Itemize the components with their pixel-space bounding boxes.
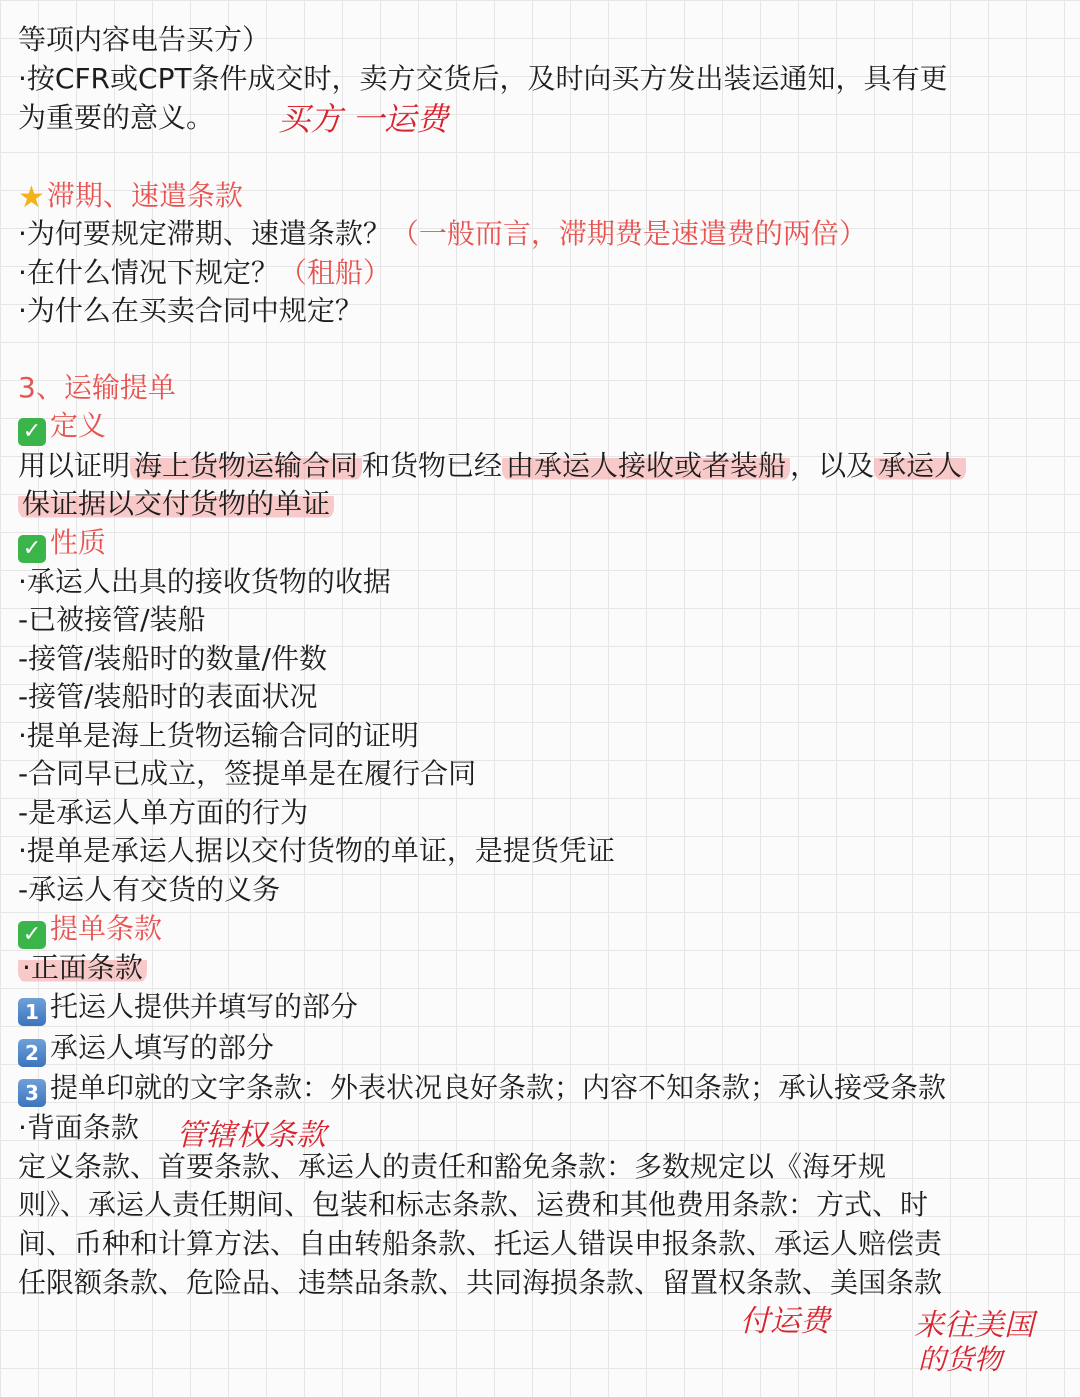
item-text: 承运人填写的部分 (50, 1031, 275, 1064)
keycap-two-icon: 2 (18, 1039, 46, 1067)
handwritten-note: 买方 一运费 (278, 100, 449, 138)
text-line (18, 214, 867, 254)
heading-label: 定义 (50, 409, 107, 442)
text-line (18, 253, 391, 293)
keycap-three-icon: 3 (18, 1079, 46, 1107)
highlighted-text: 保证据以交付货物的单证 (18, 487, 334, 520)
text-line (18, 948, 147, 988)
highlighted-text: 海上货物运输合同 (130, 449, 362, 482)
text-line: -合同早已成立，签提单是在履行合同 (18, 757, 477, 790)
item-text: 托运人提供并填写的部分 (50, 990, 359, 1023)
text-line: -接管/装船时的数量/件数 (18, 642, 327, 675)
heading-label: 性质 (50, 526, 107, 559)
handwritten-note: 的货物 (918, 1343, 1003, 1376)
numbered-item (18, 987, 358, 1027)
note-text: （一般而言，滞期费是速遣费的两倍） (390, 217, 867, 250)
text-line: ·背面条款 (18, 1111, 139, 1144)
subheading-nature (18, 523, 106, 563)
numbered-item (18, 1028, 274, 1068)
heading-label: 滞期、速遣条款 (46, 179, 243, 212)
text-segment: 和货物已经 (362, 449, 503, 482)
text-line: ·为什么在买卖合同中规定？ (18, 294, 363, 327)
definition-line (18, 484, 334, 524)
highlighted-text: 由承运人接收或者装船 (502, 449, 790, 482)
text-segment: 用以证明 (18, 449, 131, 482)
handwritten-note: 付运费 (740, 1304, 830, 1339)
highlighted-text: 承运人 (874, 449, 966, 482)
numbered-item (18, 1068, 946, 1108)
check-box-icon: ✓ (18, 921, 46, 949)
text-segment: ，以及 (790, 449, 875, 482)
text-line: -接管/装船时的表面状况 (18, 680, 318, 713)
text-line: 等项内容电告买方） (18, 23, 271, 56)
section-heading-demurrage (18, 176, 243, 216)
text-line: 间、币种和计算方法、自由转船条款、托运人错误申报条款、承运人赔偿责 (18, 1227, 943, 1260)
subheading-definition (18, 406, 106, 446)
text-line: ·提单是承运人据以交付货物的单证，是提货凭证 (18, 834, 615, 867)
text-line: 为重要的意义。 (18, 101, 215, 134)
subheading-clauses (18, 909, 162, 949)
text-line: -已被接管/装船 (18, 603, 206, 636)
note-text: （租船） (278, 256, 391, 289)
text-line: -承运人有交货的义务 (18, 873, 281, 906)
question-text: ·为何要规定滞期、速遣条款？ (18, 217, 391, 250)
definition-line (18, 446, 966, 486)
text-line: 定义条款、首要条款、承运人的责任和豁免条款：多数规定以《海牙规 (18, 1150, 887, 1183)
text-line: ·承运人出具的接收货物的收据 (18, 565, 391, 598)
text-line: ·按CFR或CPT条件成交时，卖方交货后，及时向买方发出装运通知，具有更 (18, 62, 948, 95)
star-icon: ★ (18, 180, 45, 215)
item-text: 提单印就的文字条款：外表状况良好条款；内容不知条款；承认接受条款 (50, 1071, 947, 1104)
text-line: ·提单是海上货物运输合同的证明 (18, 719, 419, 752)
section-heading-bill-of-lading: 3、运输提单 (18, 371, 176, 404)
check-box-icon: ✓ (18, 418, 46, 446)
check-box-icon: ✓ (18, 535, 46, 563)
handwritten-note: 管辖权条款 (176, 1118, 326, 1153)
text-line: 任限额条款、危险品、违禁品条款、共同海损条款、留置权条款、美国条款 (18, 1266, 943, 1299)
question-text: ·在什么情况下规定？ (18, 256, 279, 289)
highlighted-text: ·正面条款 (18, 951, 147, 984)
handwritten-note: 来往美国 (914, 1308, 1034, 1343)
keycap-one-icon: 1 (18, 998, 46, 1026)
text-line: 则》、承运人责任期间、包装和标志条款、运费和其他费用条款：方式、时 (18, 1188, 929, 1221)
text-line: -是承运人单方面的行为 (18, 796, 309, 829)
heading-label: 提单条款 (50, 912, 163, 945)
